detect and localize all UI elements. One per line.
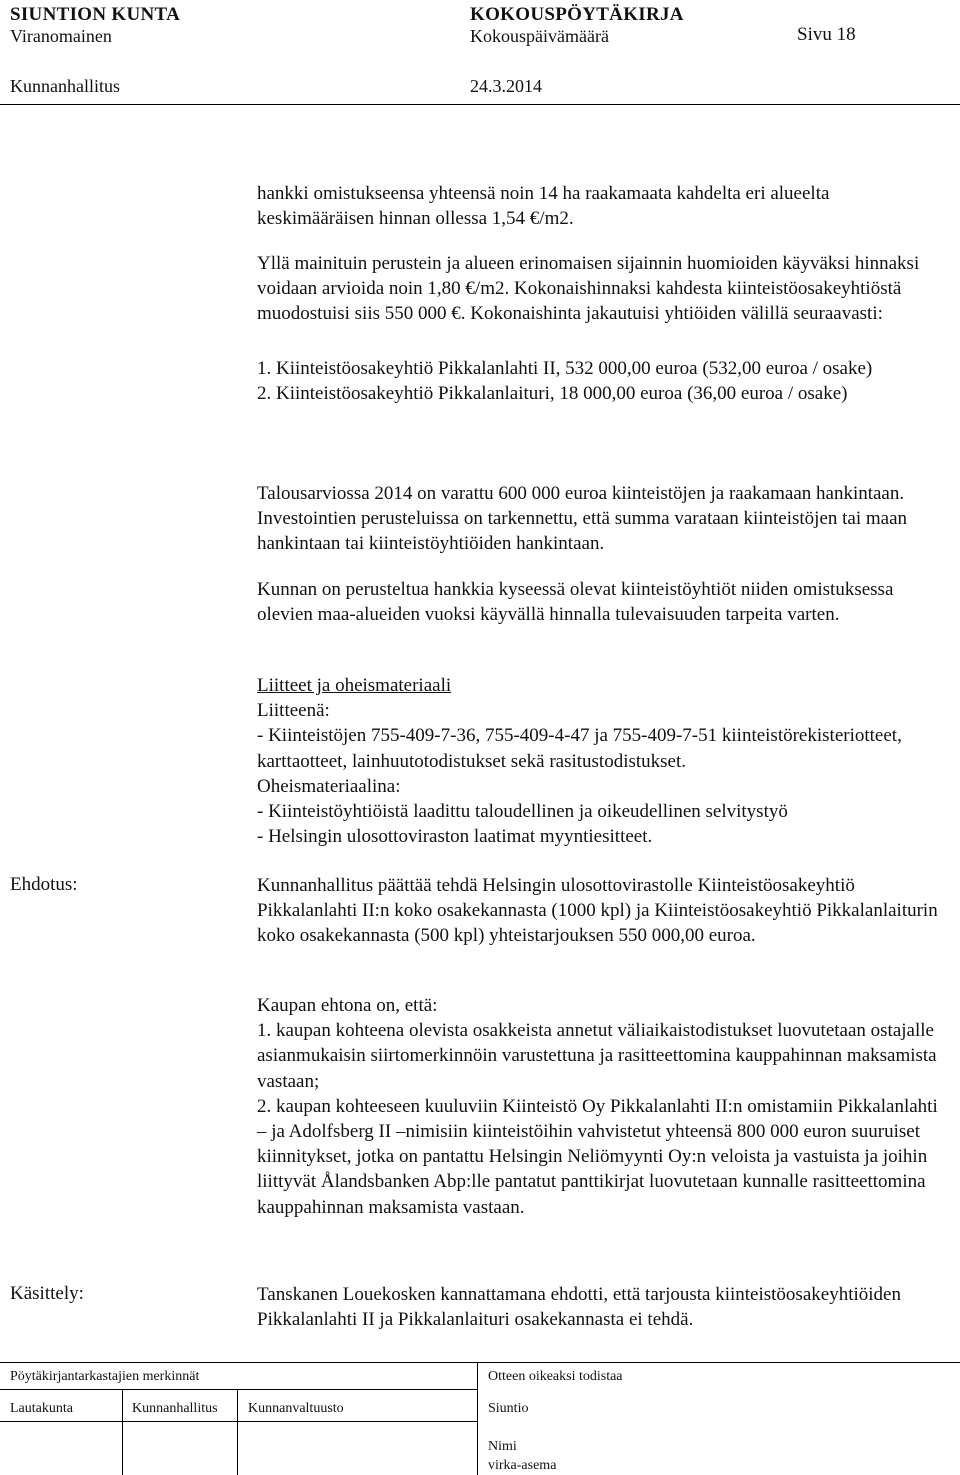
conditions-intro: Kaupan ehtona on, että: bbox=[257, 995, 438, 1016]
attachments-label: Liitteenä: bbox=[257, 700, 330, 722]
conditions-section bbox=[257, 993, 947, 1220]
list-item: 2. Kiinteistöosakeyhtiö Pikkalanlaituri, 18 000,00 euroa (36,00 euroa / osake) bbox=[257, 383, 848, 405]
footer-top-border bbox=[0, 1362, 960, 1363]
list-item: - Kiinteistöyhtiöistä laadittu taloudellinen ja oikeudellinen selvitystyö bbox=[257, 801, 788, 823]
paragraph-2: Yllä mainituin perustein ja alueen erinomaisen sijainnin huomioiden käyväksi hinnaksi voidaan arvioida noin 1,80 €/m2. Kokonaishinnaksi kahdesta kiinteistöosakeyhtiöstä muodostuisi siis 550 000 €. Kokonaishinta jakautuisi yhtiöiden välillä seuraavasti: bbox=[257, 253, 920, 325]
place-label: Siuntio bbox=[488, 1401, 529, 1416]
board-column-label: Lautakunta bbox=[10, 1401, 73, 1416]
paragraph-1: hankki omistukseensa yhteensä noin 14 ha raakamaata kahdelta eri alueelta keskimääräisen hinnan ollessa 1,54 €/m2. bbox=[257, 183, 830, 230]
council-column-label: Kunnanvaltuusto bbox=[248, 1401, 344, 1416]
materials-label: Oheismateriaalina: bbox=[257, 775, 401, 797]
attachments-section bbox=[257, 673, 947, 849]
position-label: virka-asema bbox=[488, 1458, 557, 1473]
header-divider bbox=[0, 104, 960, 105]
signature-footer bbox=[0, 1362, 960, 1475]
footer-row-divider bbox=[0, 1389, 477, 1390]
footer-column-divider bbox=[122, 1389, 123, 1475]
authority-label: Viranomainen bbox=[10, 26, 112, 46]
footer-row-divider bbox=[0, 1421, 477, 1422]
list-item: 2. kaupan kohteeseen kuuluviin Kiinteistö Oy Pikkalanlahti II:n omistamiin Pikkalanlahti – ja Adolfsberg II –nimisiin kiinteistöihin vahvistetut yhteensä 800 000 euron suuruiset kiinnitykset, jotka on pantattu Helsingin Neliömyynti Oy:n veloista ja vastuista ja joihin liittyvät Ålandsbanken Abp:lle pantatut panttikirjat luovutetaan kunnalle rasitteettomina kauppahinnan maksamista vastaan. bbox=[257, 1095, 938, 1218]
paragraph-3: Talousarviossa 2014 on varattu 600 000 euroa kiinteistöjen ja raakamaan hankintaan. Investointien perusteluissa on tarkennettu, että summa varataan kiinteistöjen tai maan hankintaan tai kiinteistöyhtiöiden hankintaan. bbox=[257, 483, 908, 555]
proposal-label: Ehdotus: bbox=[10, 874, 78, 895]
attachments-heading: Liitteet ja oheismateriaali bbox=[257, 675, 452, 696]
footer-divider bbox=[477, 1362, 478, 1475]
reviewers-label: Pöytäkirjantarkastajien merkinnät bbox=[10, 1369, 200, 1384]
list-item: - Helsingin ulosottoviraston laatimat myyntiesitteet. bbox=[257, 826, 653, 848]
page-number: Sivu 18 bbox=[797, 24, 856, 45]
municipal-board-column-label: Kunnanhallitus bbox=[132, 1401, 218, 1416]
footer-column-divider bbox=[237, 1389, 238, 1475]
list-item: 1. Kiinteistöosakeyhtiö Pikkalanlahti II, 532 000,00 euroa (532,00 euroa / osake) bbox=[257, 358, 873, 379]
proposal-text: Kunnanhallitus päättää tehdä Helsingin ulosottovirastolle Kiinteistöosakeyhtiö Pikkalanlahti II:n koko osakekannasta (1000 kpl) ja Kiinteistöosakeyhtiö Pikkalanlaiturin koko osakekannasta (500 kpl) yhteistarjouksen 550 000,00 euroa. bbox=[257, 875, 938, 947]
attachments-item: - Kiinteistöjen 755-409-7-36, 755-409-4-47 ja 755-409-7-51 kiinteistörekisteriotteet, karttaotteet, lainhuutotodistukset sekä rasitustodistukset. bbox=[257, 725, 902, 772]
document-type: KOKOUSPÖYTÄKIRJA bbox=[470, 4, 684, 25]
authority-name: Kunnanhallitus bbox=[10, 76, 120, 96]
municipality-name: SIUNTION KUNTA bbox=[10, 4, 181, 25]
name-label: Nimi bbox=[488, 1439, 517, 1454]
meeting-date: 24.3.2014 bbox=[470, 76, 542, 96]
paragraph-4: Kunnan on perusteltua hankkia kyseessä olevat kiinteistöyhtiöt niiden omistuksessa olevien maa-alueiden vuoksi käyvällä hinnalla tulevaisuuden tarpeita varten. bbox=[257, 579, 894, 626]
certification-label: Otteen oikeaksi todistaa bbox=[488, 1369, 623, 1384]
processing-text: Tanskanen Louekosken kannattamana ehdotti, että tarjousta kiinteistöosakeyhtiöiden Pikkalanlahti II ja Pikkalanlaituri osakekannasta ei tehdä. bbox=[257, 1284, 901, 1331]
share-price-list bbox=[257, 356, 937, 406]
list-item: 1. kaupan kohteena olevista osakkeista annetut väliaikaistodistukset luovutetaan ostajalle asianmukaisin siirtomerkinnöin varustettuna ja rasitteettomina kauppahinnan maksamista vastaan; bbox=[257, 1020, 937, 1092]
processing-label: Käsittely: bbox=[10, 1283, 84, 1304]
date-label: Kokouspäivämäärä bbox=[470, 26, 609, 46]
